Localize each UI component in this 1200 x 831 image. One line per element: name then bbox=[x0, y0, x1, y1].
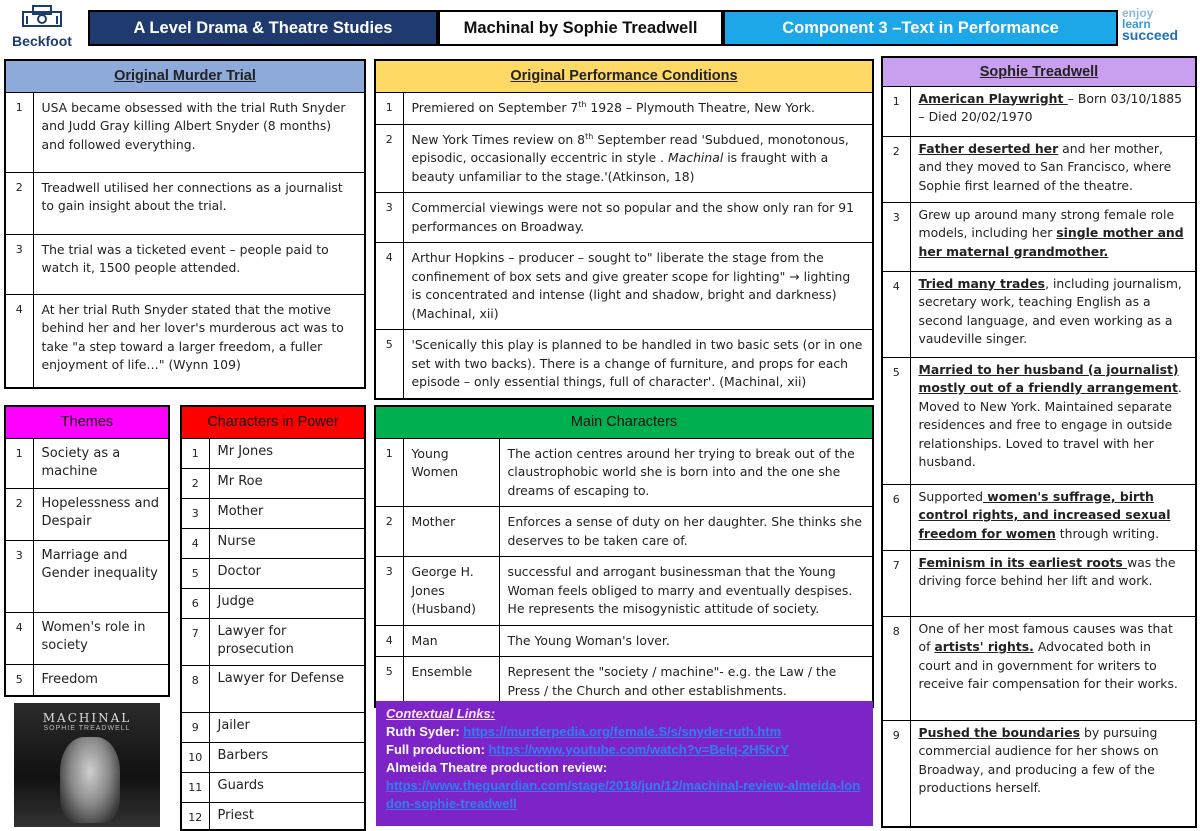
power-title: Characters in Power bbox=[181, 406, 365, 438]
performance-title: Original Performance Conditions bbox=[375, 60, 873, 92]
power-item: Priest bbox=[209, 802, 365, 830]
link-label-almeida-review: Almeida Theatre production review: bbox=[386, 760, 608, 775]
row-number: 2 bbox=[5, 172, 33, 234]
murder-trial-title: Original Murder Trial bbox=[5, 60, 365, 92]
main-characters-table bbox=[374, 405, 874, 708]
character-description: The action centres around her trying to break out of the claustrophobic world she is born into and the one she dreams of escaping to. bbox=[499, 438, 873, 507]
main-characters-title: Main Characters bbox=[375, 406, 873, 438]
themes-title: Themes bbox=[5, 406, 169, 438]
performance-row: Commercial viewings were not so popular and the show only ran for 91 performances on Broadway. bbox=[403, 193, 873, 243]
row-number: 9 bbox=[181, 712, 209, 742]
performance-row: New York Times review on 8th September read 'Subdued, monotonous, episodic, occasionally eccentric in style . Machinal is fraught with a beauty unfamiliar to the stage.'(Atkinson, 18) bbox=[403, 124, 873, 193]
power-item: Judge bbox=[209, 588, 365, 618]
row-number: 7 bbox=[181, 618, 209, 665]
row-number: 3 bbox=[375, 557, 403, 626]
treadwell-row: Feminism in its earliest roots was the driving force behind her lift and work. bbox=[910, 550, 1196, 616]
contextual-links-title: Contextual Links: bbox=[386, 706, 496, 721]
theme-item: Society as a machine bbox=[33, 438, 169, 488]
murder-trial-row: The trial was a ticketed event – people paid to watch it, 1500 people attended. bbox=[33, 234, 365, 294]
row-number: 5 bbox=[181, 558, 209, 588]
row-number: 4 bbox=[375, 625, 403, 657]
treadwell-row: Supported women's suffrage, birth control rights, and increased sexual freedom for women through writing. bbox=[910, 484, 1196, 550]
sophie-treadwell-table bbox=[881, 56, 1197, 828]
power-item: Doctor bbox=[209, 558, 365, 588]
motto-succeed: succeed bbox=[1122, 27, 1179, 43]
power-item: Lawyer for prosecution bbox=[209, 618, 365, 665]
beckfoot-logo bbox=[2, 2, 82, 48]
row-number: 5 bbox=[375, 657, 403, 708]
treadwell-row: One of her most famous causes was that of artists' rights. Advocated both in court and in government for writers to receive fair compensation for their works. bbox=[910, 616, 1196, 720]
character-description: successful and arrogant businessman that the Young Woman feels obliged to marry and eventually despises. He represents the misogynistic attitude of society. bbox=[499, 557, 873, 626]
row-number: 1 bbox=[882, 86, 910, 136]
motto-learn: learn bbox=[1122, 17, 1151, 31]
murderpedia-link[interactable]: https://murderpedia.org/female.S/s/snyder-ruth.htm bbox=[463, 724, 782, 739]
poster-author: SOPHIE TREADWELL bbox=[43, 725, 131, 732]
row-number: 3 bbox=[375, 193, 403, 243]
power-item: Mr Jones bbox=[209, 438, 365, 468]
row-number: 1 bbox=[5, 92, 33, 172]
character-description: The Young Woman's lover. bbox=[499, 625, 873, 657]
row-number: 2 bbox=[5, 488, 33, 540]
row-number: 3 bbox=[5, 234, 33, 294]
performance-row: Arthur Hopkins – producer – sought to" liberate the stage from the confinement of box sets and give greater scope for lighting" → lighting is concentrated and intense (light and shadow, bright and darkness) (Machinal, xii) bbox=[403, 243, 873, 330]
row-number: 4 bbox=[375, 243, 403, 330]
character-name: George H. Jones (Husband) bbox=[403, 557, 499, 626]
treadwell-row: Grew up around many strong female role models, including her single mother and her maternal grandmother. bbox=[910, 202, 1196, 271]
row-number: 9 bbox=[882, 720, 910, 827]
treadwell-row: Father deserted her and her mother, and they moved to San Francisco, where Sophie first learned of the theatre. bbox=[910, 136, 1196, 202]
power-item: Barbers bbox=[209, 742, 365, 772]
theme-item: Marriage and Gender inequality bbox=[33, 540, 169, 612]
character-name: Young Women bbox=[403, 438, 499, 507]
themes-table bbox=[4, 405, 170, 697]
power-item: Jailer bbox=[209, 712, 365, 742]
power-item: Nurse bbox=[209, 528, 365, 558]
row-number: 1 bbox=[5, 438, 33, 488]
row-number: 1 bbox=[375, 92, 403, 124]
beckfoot-crest-icon bbox=[19, 2, 65, 30]
murder-trial-row: Treadwell utilised her connections as a journalist to gain insight about the trial. bbox=[33, 172, 365, 234]
murder-trial-table bbox=[4, 59, 366, 389]
row-number: 7 bbox=[882, 550, 910, 616]
theme-item: Women's role in society bbox=[33, 612, 169, 664]
character-description: Enforces a sense of duty on her daughter. She thinks she deserves to be taken care of. bbox=[499, 507, 873, 557]
motto-enjoy: enjoy bbox=[1122, 6, 1154, 20]
youtube-link[interactable]: https://www.youtube.com/watch?v=Belq-2H5KrY bbox=[488, 742, 789, 757]
power-item: Guards bbox=[209, 772, 365, 802]
row-number: 4 bbox=[181, 528, 209, 558]
treadwell-row: Married to her husband (a journalist) mostly out of a friendly arrangement. Moved to New York. Maintained separate residences and free to engage in outside relationships. Loved to travel with her husband. bbox=[910, 357, 1196, 484]
row-number: 4 bbox=[5, 294, 33, 388]
school-name: Beckfoot bbox=[12, 33, 72, 49]
row-number: 5 bbox=[882, 357, 910, 484]
row-number: 1 bbox=[181, 438, 209, 468]
row-number: 1 bbox=[375, 438, 403, 507]
murder-trial-row: USA became obsessed with the trial Ruth Snyder and Judd Gray killing Albert Snyder (8 months) and followed everything. bbox=[33, 92, 365, 172]
row-number: 5 bbox=[5, 664, 33, 696]
contextual-links-box bbox=[376, 701, 873, 826]
row-number: 2 bbox=[375, 507, 403, 557]
character-name: Man bbox=[403, 625, 499, 657]
theme-item: Hopelessness and Despair bbox=[33, 488, 169, 540]
power-item: Mother bbox=[209, 498, 365, 528]
component-title: Component 3 –Text in Performance bbox=[723, 10, 1118, 46]
link-label-full-production: Full production: bbox=[386, 742, 489, 757]
character-name: Mother bbox=[403, 507, 499, 557]
row-number: 2 bbox=[375, 124, 403, 193]
row-number: 11 bbox=[181, 772, 209, 802]
theme-item: Freedom bbox=[33, 664, 169, 696]
row-number: 3 bbox=[882, 202, 910, 271]
power-item: Mr Roe bbox=[209, 468, 365, 498]
row-number: 6 bbox=[181, 588, 209, 618]
row-number: 5 bbox=[375, 330, 403, 399]
play-title: Machinal by Sophie Treadwell bbox=[438, 10, 723, 46]
treadwell-row: American Playwright – Born 03/10/1885 – Died 20/02/1970 bbox=[910, 86, 1196, 136]
character-name: Ensemble bbox=[403, 657, 499, 708]
link-label-ruth-snyder: Ruth Syder: bbox=[386, 724, 464, 739]
enjoy-learn-succeed-logo bbox=[1122, 8, 1200, 48]
row-number: 3 bbox=[181, 498, 209, 528]
portrait-image bbox=[60, 737, 120, 823]
row-number: 6 bbox=[882, 484, 910, 550]
power-item: Lawyer for Defense bbox=[209, 665, 365, 712]
row-number: 4 bbox=[5, 612, 33, 664]
performance-conditions-table bbox=[374, 59, 874, 400]
machinal-poster-image bbox=[14, 703, 160, 827]
guardian-review-link[interactable]: https://www.theguardian.com/stage/2018/jun/12/machinal-review-almeida-london-sophie-treadwell bbox=[386, 778, 861, 811]
row-number: 10 bbox=[181, 742, 209, 772]
performance-row: 'Scenically this play is planned to be handled in two basic sets (or in one set with two backs). There is a change of furniture, and props for each episode – only essential things, full of character'. (Machinal, xii) bbox=[403, 330, 873, 399]
performance-row: Premiered on September 7th 1928 – Plymouth Theatre, New York. bbox=[403, 92, 873, 124]
character-description: Represent the "society / machine"- e.g. the Law / the Press / the Church and other establishments. bbox=[499, 657, 873, 708]
poster-title: MACHINAL bbox=[42, 711, 132, 725]
row-number: 8 bbox=[882, 616, 910, 720]
treadwell-title: Sophie Treadwell bbox=[882, 57, 1196, 86]
row-number: 3 bbox=[5, 540, 33, 612]
treadwell-row: Pushed the boundaries by pursuing commercial audience for her shows on Broadway, and producing a few of the productions herself. bbox=[910, 720, 1196, 827]
characters-in-power-table bbox=[180, 405, 366, 831]
row-number: 2 bbox=[882, 136, 910, 202]
row-number: 8 bbox=[181, 665, 209, 712]
murder-trial-row: At her trial Ruth Snyder stated that the motive behind her and her lover's murderous act was to take "a step toward a larger freedom, a fuller enjoyment of life…" (Wynn 109) bbox=[33, 294, 365, 388]
treadwell-row: Tried many trades, including journalism, secretary work, teaching English as a second language, and even working as a vaudeville singer. bbox=[910, 271, 1196, 357]
row-number: 4 bbox=[882, 271, 910, 357]
course-title: A Level Drama & Theatre Studies bbox=[88, 10, 438, 46]
row-number: 2 bbox=[181, 468, 209, 498]
row-number: 12 bbox=[181, 802, 209, 830]
